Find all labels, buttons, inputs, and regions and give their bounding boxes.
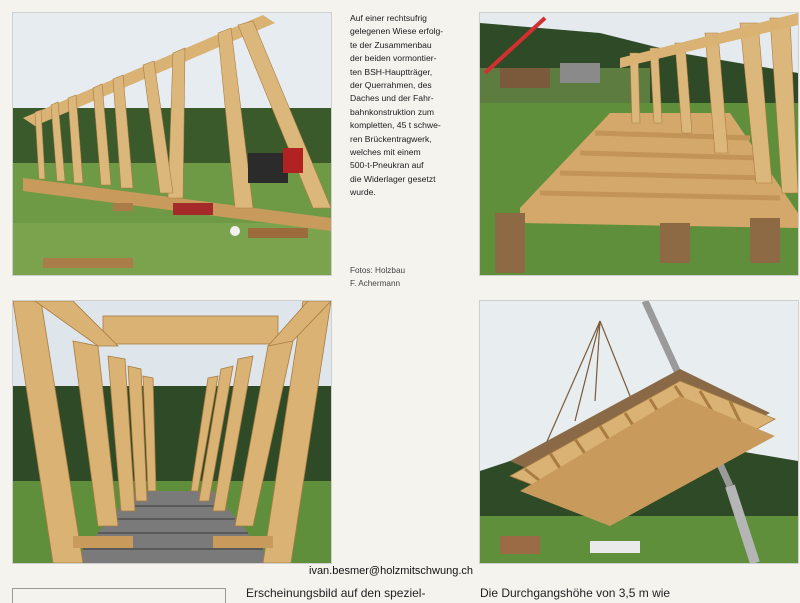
caption-line: gelegenen Wiese erfolg- bbox=[350, 26, 444, 37]
credit-line: F. Achermann bbox=[350, 278, 401, 288]
caption-line: kompletten, 45 t schwe- bbox=[350, 120, 441, 131]
caption-line: te der Zusammenbau bbox=[350, 39, 432, 50]
caption-line: 500-t-Pneukran auf bbox=[350, 160, 424, 171]
photo-bridge-deck-frame bbox=[479, 12, 799, 276]
caption-line: ten BSH-Hauptträger, bbox=[350, 66, 433, 77]
body-text-middle-column: Erscheinungsbild auf den speziel- bbox=[246, 586, 426, 600]
caption-line: ren Brückentragwerk, bbox=[350, 133, 432, 144]
footer-sidebar-box bbox=[12, 588, 226, 603]
caption-line: Auf einer rechtsufrig bbox=[350, 13, 427, 23]
caption-line: welches mit einem bbox=[350, 147, 421, 158]
credit-line: Fotos: Holzbau bbox=[350, 266, 406, 275]
contact-email[interactable]: ivan.besmer@holzmitschwung.ch bbox=[309, 565, 474, 577]
caption-line: wurde. bbox=[350, 187, 376, 198]
photo-crane-lifting-bridge bbox=[479, 300, 799, 564]
body-text-right-column: Die Durchgangshöhe von 3,5 m wie bbox=[480, 586, 671, 600]
caption-line: bahnkonstruktion zum bbox=[350, 106, 435, 117]
photo-caption bbox=[350, 12, 468, 200]
caption-line: Daches und der Fahr- bbox=[350, 93, 434, 104]
caption-line: der beiden vormontier- bbox=[350, 53, 437, 64]
photo-credit bbox=[350, 265, 468, 290]
photo-truss-assembly-meadow bbox=[12, 12, 332, 276]
caption-line: der Querrahmen, des bbox=[350, 80, 432, 91]
caption-line: die Widerlager gesetzt bbox=[350, 173, 436, 184]
photo-bridge-interior-view bbox=[12, 300, 332, 564]
